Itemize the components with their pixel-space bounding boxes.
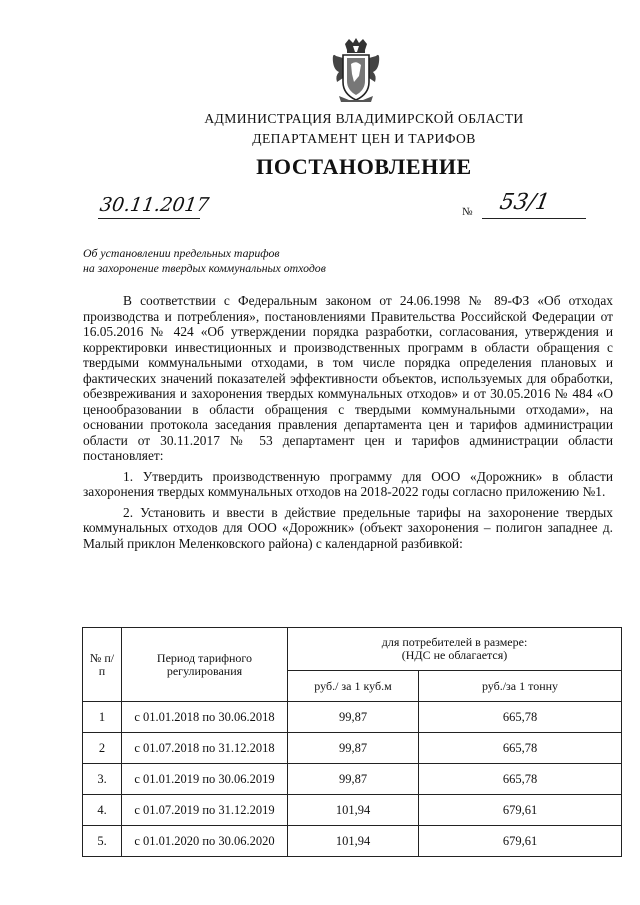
cell-num: 1 [83, 702, 122, 733]
subject-line-2: на захоронение твердых коммунальных отходов [83, 261, 326, 275]
subject-line-1: Об установлении предельных тарифов [83, 246, 280, 260]
cell-period: с 01.07.2019 по 31.12.2019 [122, 795, 288, 826]
cell-period: с 01.01.2018 по 30.06.2018 [122, 702, 288, 733]
handwritten-date: 30.11.2017 [98, 194, 211, 216]
header-consumers-line-1: для потребителей в размере: [381, 635, 528, 649]
cell-num: 5. [83, 826, 122, 857]
table-row [83, 826, 622, 857]
table-header-row [83, 628, 622, 671]
header-per-ton: руб./за 1 тонну [419, 671, 622, 702]
tariff-table [82, 627, 622, 857]
cell-per-m3: 101,94 [288, 795, 419, 826]
cell-num: 3. [83, 764, 122, 795]
cell-per-ton: 665,78 [419, 702, 622, 733]
document-body [83, 293, 613, 551]
header-per-m3: руб./ за 1 куб.м [288, 671, 419, 702]
table-row [83, 702, 622, 733]
header-consumers [288, 628, 622, 671]
header-period: Период тарифного регулирования [122, 628, 288, 702]
item-1-paragraph: 1. Утвердить производственную программу для ООО «Дорожник» в области захоронения твердых коммунальных отходов на 2018-2022 годы согласно приложению №1. [83, 468, 613, 499]
cell-num: 2 [83, 733, 122, 764]
table-row [83, 764, 622, 795]
document-subject [83, 246, 383, 276]
cell-per-ton: 665,78 [419, 733, 622, 764]
organization-line-1: АДМИНИСТРАЦИЯ ВЛАДИМИРСКОЙ ОБЛАСТИ [204, 111, 524, 126]
item-2-paragraph: 2. Установить и ввести в действие предельные тарифы на захоронение твердых коммунальных отходов для ООО «Дорожник» (объект захоронения – полигон западнее д. Малый приклон Меленковского района) с календарной разбивкой: [83, 504, 613, 551]
cell-num: 4. [83, 795, 122, 826]
cell-per-ton: 679,61 [419, 795, 622, 826]
number-underline [482, 218, 586, 219]
date-underline [98, 218, 200, 219]
table-row [83, 795, 622, 826]
preamble-paragraph: В соответствии с Федеральным законом от 24.06.1998 № 89-ФЗ «Об отходах производства и потребления», постановлениями Правительства Российской Федерации от 16.05.2016 № 424 «Об утверждении порядка разработки, согласования, утверждения и корректировки инвестиционных и производственных программ в области обращения с твердыми коммунальными отходами, в том числе порядка определения плановых и фактических значений показателей эффективности объектов, используемых для обработки, обезвреживания и захоронения твердых коммунальных отходов» и от 30.05.2016 № 484 «О ценообразовании в области обращения с твердыми коммунальными отходами», на основании протокола заседания правления департамента цен и тарифов администрации области от 30.11.2017 № 53 департамент цен и тарифов администрации области постановляет: [83, 293, 613, 463]
cell-per-ton: 665,78 [419, 764, 622, 795]
cell-per-m3: 99,87 [288, 733, 419, 764]
handwritten-number: 53/1 [497, 190, 552, 215]
header-num: № п/п [83, 628, 122, 702]
cell-period: с 01.01.2020 по 30.06.2020 [122, 826, 288, 857]
cell-per-m3: 101,94 [288, 826, 419, 857]
header-consumers-line-2: (НДС не облагается) [401, 648, 508, 662]
coat-of-arms-icon [331, 38, 381, 104]
organization-line-2: ДЕПАРТАМЕНТ ЦЕН И ТАРИФОВ [252, 131, 476, 146]
cell-per-m3: 99,87 [288, 702, 419, 733]
cell-period: с 01.01.2019 по 30.06.2019 [122, 764, 288, 795]
document-type-title: ПОСТАНОВЛЕНИЕ [256, 154, 472, 179]
table-row [83, 733, 622, 764]
cell-per-m3: 99,87 [288, 764, 419, 795]
cell-period: с 01.07.2018 по 31.12.2018 [122, 733, 288, 764]
number-label: № [462, 206, 473, 218]
cell-per-ton: 679,61 [419, 826, 622, 857]
